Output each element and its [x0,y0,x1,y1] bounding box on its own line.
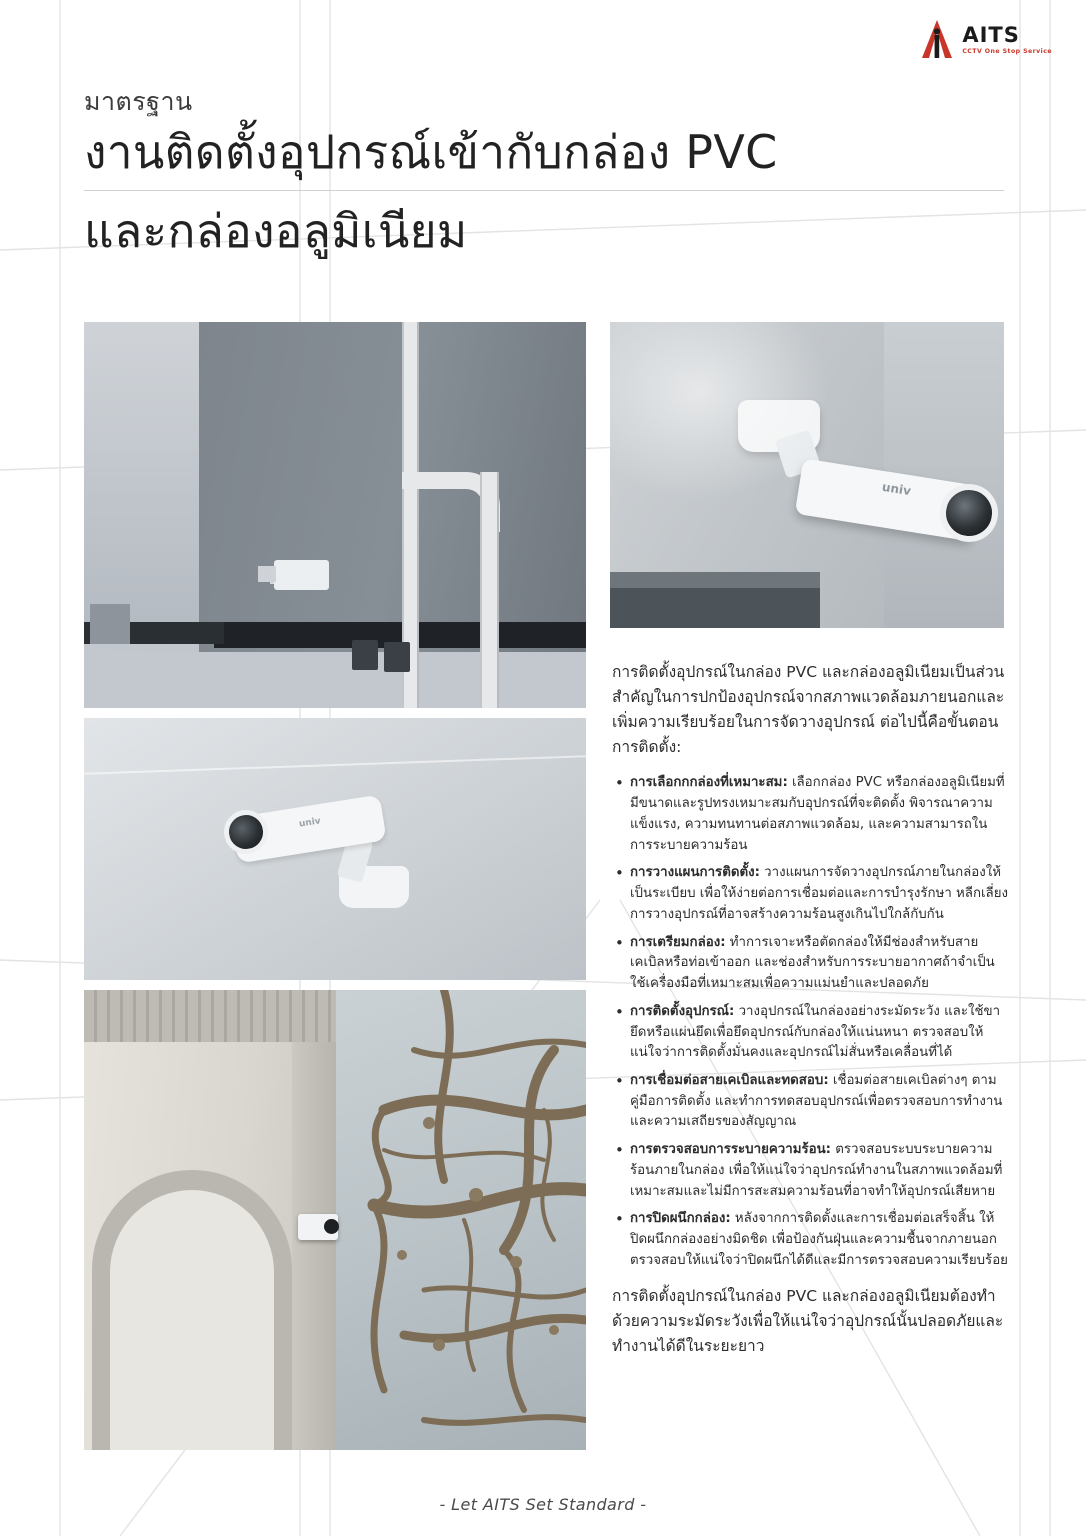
brand-tagline: CCTV One Stop Service [962,47,1052,55]
list-item [612,1140,1008,1202]
list-item [612,1071,1008,1133]
step-text: วางแผนการจัดวางอุปกรณ์ภายในกล่องให้เป็นระเบียบ เพื่อให้ง่ายต่อการเชื่อมต่อและการบำรุงรักษา หลีกเลี่ยงการวางอุปกรณ์ที่อาจสร้างความร้อนสูงเกินไปใกล้กับกัน [630,865,1008,922]
step-title: การตรวจสอบการระบายความร้อน: [630,1142,832,1158]
list-item [612,1002,1008,1064]
title-divider [84,190,1004,191]
title-kicker: มาตรฐาน [84,87,193,116]
photo-tree [84,990,586,1450]
list-item [612,773,1008,856]
list-item [612,863,1008,925]
step-text: หลังจากการติดตั้งและการเชื่อมต่อเสร็จสิ้น ให้ปิดผนึกกล่องอย่างมิดชิด เพื่อป้องกันฝุ่นและความชื้นจากภายนอก ตรวจสอบให้แน่ใจว่าปิดผนึกได้ดีและมีการตรวจสอบความเรียบร้อย [630,1211,1008,1268]
photo-building [84,322,586,708]
step-title: การปิดผนึกกล่อง: [630,1211,731,1227]
brand-logo [920,18,1052,62]
step-title: การติดตั้งอุปกรณ์: [630,1003,735,1019]
footer-slogan: - Let AITS Set Standard - [439,1495,647,1514]
photo-corner: univ [610,322,1004,628]
step-title: การวางแผนการติดตั้ง: [630,865,760,881]
step-text: เลือกกล่อง PVC หรือกล่องอลูมิเนียมที่มีขนาดและรูปทรงเหมาะสมกับอุปกรณ์ที่จะติดตั้ง พิจารณาความแข็งแรง, ความทนทานต่อสภาพแวดล้อม, และความสามารถในการระบายความร้อน [630,775,1005,853]
step-text: วางอุปกรณ์ในกล่องอย่างระมัดระวัง และใช้ขายึดหรือแผ่นยึดเพื่อยึดอุปกรณ์กับกล่องให้แน่นหนา ตรวจสอบให้แน่ใจว่าการติดตั้งมั่นคงและอุปกรณ์ไม่สั่นหรือเคลื่อนที่ได้ [630,1003,1001,1061]
camera-device [298,1214,338,1240]
brand-name: AITS [962,22,1020,47]
steps-list [612,773,1008,1271]
brand-text [962,22,1052,55]
camera-device [274,560,329,590]
article-body [612,660,1008,1359]
title-line-1: งานติดตั้งอุปกรณ์เข้ากับกล่อง PVC [84,125,778,179]
closing-paragraph: การติดตั้งอุปกรณ์ในกล่อง PVC และกล่องอลูมิเนียมต้องทำด้วยความระมัดระวังเพื่อให้แน่ใจว่าอุปกรณ์นั้นปลอดภัยและทำงานได้ดีในระยะยาว [612,1286,1004,1355]
page-title [84,82,1004,259]
step-title: การเตรียมกล่อง: [630,934,726,950]
junction-box [384,642,410,672]
step-text: ตรวจสอบระบบระบายความร้อนภายในกล่อง เพื่อให้แน่ใจว่าอุปกรณ์ทำงานในสภาพแวดล้อมที่เหมาะสมและไม่มีการสะสมความร้อนที่อาจทำให้อุปกรณ์เสียหาย [630,1142,1003,1199]
intro-paragraph: การติดตั้งอุปกรณ์ในกล่อง PVC และกล่องอลูมิเนียมเป็นส่วนสำคัญในการปกป้องอุปกรณ์จากสภาพแวดล้อมภายนอกและเพิ่มความเรียบร้อยในการจัดวางอุปกรณ์ ต่อไปนี้คือขั้นตอนการติดตั้ง: [612,663,1005,757]
step-title: การเชื่อมต่อสายเคเบิลและทดสอบ: [630,1072,829,1088]
junction-box [352,640,378,670]
step-text: ทำการเจาะหรือตัดกล่องให้มีช่องสำหรับสายเคเบิลหรือท่อเข้าออก และช่องสำหรับการระบายอากาศถ้าจำเป็น ใช้เครื่องมือที่เหมาะสมเพื่อความแม่นยำและปลอดภัย [630,934,995,992]
step-title: การเลือกกกล่องที่เหมาะสม: [630,775,788,791]
list-item [612,1209,1008,1271]
list-item [612,933,1008,995]
step-text: เชื่อมต่อสายเคเบิลต่างๆ ตามคู่มือการติดตั้ง และทำการทดสอบอุปกรณ์เพื่อตรวจสอบการทำงานและความเสถียรของสัญญาณ [630,1072,1003,1130]
aits-triangle-logo-icon [920,18,954,62]
title-line-2: และกล่องอลูมิเนียม [84,204,468,259]
photo-ceiling: univ [84,718,586,980]
